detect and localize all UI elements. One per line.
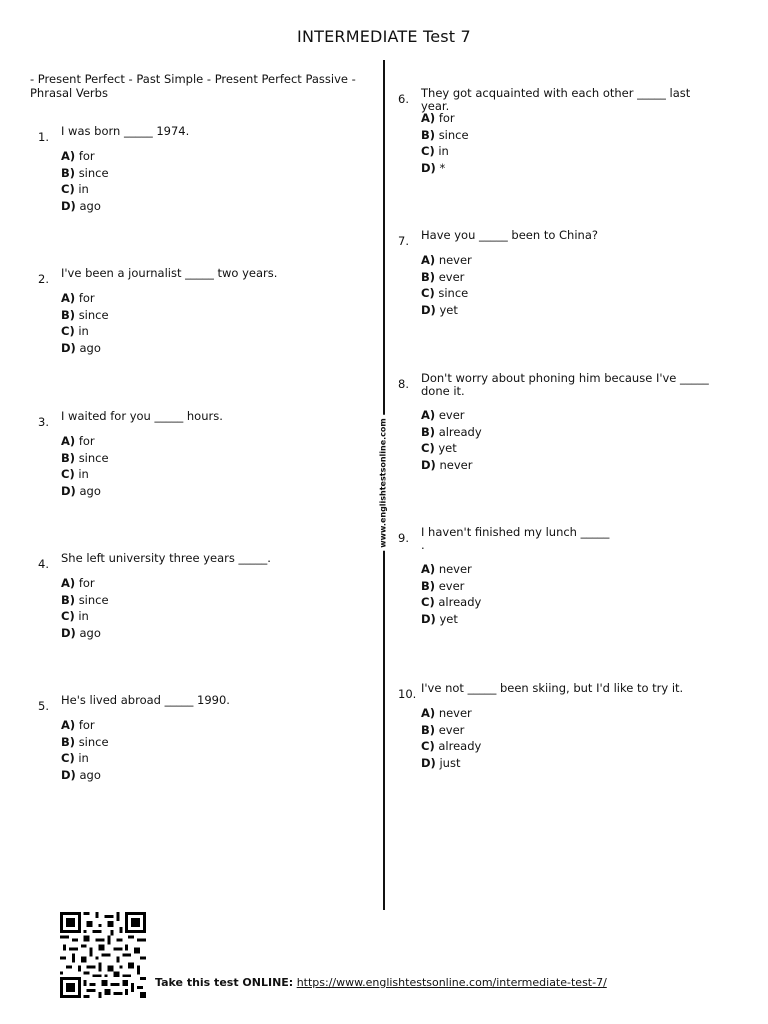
option-text: yet: [439, 302, 458, 317]
option-text: for: [78, 291, 95, 305]
test-topics: - Present Perfect - Past Simple - Present Perfect Passive - Phrasal Verbs: [30, 72, 356, 100]
option-letter: A): [421, 706, 436, 720]
option-letter: C): [61, 182, 75, 196]
question-text: I've not _____ been skiing, but I'd like to try it.: [421, 681, 684, 695]
option-a[interactable]: [421, 561, 481, 578]
question-5: [38, 694, 368, 794]
options-list: [421, 110, 469, 176]
options-list: [61, 717, 109, 783]
question-number: 8.: [398, 377, 409, 391]
option-text: for: [438, 111, 455, 125]
option-text: since: [78, 307, 109, 322]
option-letter: B): [61, 592, 76, 607]
option-text: ago: [79, 767, 101, 782]
option-letter: B): [61, 734, 76, 749]
option-text: already: [438, 424, 482, 439]
option-text: never: [438, 253, 472, 267]
option-c[interactable]: [421, 440, 482, 457]
option-letter: C): [61, 467, 75, 481]
option-text: ago: [79, 340, 101, 355]
option-b[interactable]: [421, 722, 481, 739]
option-letter: D): [421, 302, 436, 317]
options-list: [61, 290, 109, 356]
option-text: ago: [79, 625, 101, 640]
question-number: 7.: [398, 234, 409, 248]
question-1: [38, 125, 368, 225]
question-text: I haven't finished my lunch _____: [421, 525, 610, 539]
option-d[interactable]: [421, 302, 472, 319]
option-b[interactable]: [421, 269, 472, 286]
question-number: 4.: [38, 557, 49, 571]
question-number: 6.: [398, 92, 409, 106]
option-d[interactable]: [61, 767, 109, 784]
question-7: [398, 229, 738, 329]
option-text: in: [78, 609, 89, 623]
option-d[interactable]: [421, 160, 469, 177]
option-text: never: [438, 706, 472, 720]
option-a[interactable]: [421, 407, 482, 424]
options-list: [421, 407, 482, 473]
option-letter: D): [421, 160, 436, 175]
option-text: yet: [438, 441, 457, 455]
option-text: for: [78, 576, 95, 590]
options-list: [421, 705, 481, 771]
question-10: [398, 682, 738, 782]
question-text: She left university three years _____.: [61, 551, 271, 565]
question-number: 2.: [38, 272, 49, 286]
option-text: yet: [439, 611, 458, 626]
question-text: I was born _____ 1974.: [61, 124, 190, 138]
option-letter: A): [61, 718, 76, 732]
question-number: 3.: [38, 415, 49, 429]
online-test-link[interactable]: https://www.englishtestsonline.com/intermediate-test-7/: [296, 976, 607, 989]
question-2: [38, 267, 368, 367]
option-text: since: [78, 165, 109, 180]
option-c[interactable]: [61, 323, 109, 340]
option-c[interactable]: [421, 594, 481, 611]
option-text: already: [438, 739, 482, 753]
option-letter: B): [61, 165, 76, 180]
option-letter: D): [421, 457, 436, 472]
option-letter: B): [421, 722, 436, 737]
option-text: ever: [438, 722, 465, 737]
option-letter: A): [61, 291, 76, 305]
option-letter: B): [421, 269, 436, 284]
option-letter: D): [61, 483, 76, 498]
option-letter: C): [61, 324, 75, 338]
option-letter: C): [421, 144, 435, 158]
option-text: for: [78, 718, 95, 732]
options-list: [421, 252, 472, 318]
option-letter: B): [421, 424, 436, 439]
online-test-footer: [155, 976, 607, 989]
option-letter: C): [421, 595, 435, 609]
option-text: ever: [438, 269, 465, 284]
option-text: already: [438, 595, 482, 609]
option-text: for: [78, 434, 95, 448]
watermark: www.englishtestsonline.com: [379, 415, 388, 551]
option-letter: B): [421, 127, 436, 142]
options-list: [61, 575, 109, 641]
option-text: for: [78, 149, 95, 163]
options-list: [61, 433, 109, 499]
option-letter: A): [421, 111, 436, 125]
option-text: in: [78, 182, 89, 196]
option-b[interactable]: [421, 127, 469, 144]
option-a[interactable]: [61, 290, 109, 307]
option-letter: A): [61, 149, 76, 163]
option-text: ever: [438, 408, 465, 422]
option-letter: C): [421, 286, 435, 300]
option-c[interactable]: [61, 466, 109, 483]
option-b[interactable]: [61, 450, 109, 467]
option-a[interactable]: [61, 148, 109, 165]
option-text: ever: [438, 578, 465, 593]
option-text: *: [439, 160, 446, 175]
option-text: since: [78, 592, 109, 607]
option-b[interactable]: [61, 592, 109, 609]
question-4: [38, 552, 368, 652]
question-number: 5.: [38, 699, 49, 713]
options-list: [421, 561, 481, 627]
question-6: [398, 87, 738, 187]
option-text: in: [78, 467, 89, 481]
option-text: in: [438, 144, 449, 158]
question-text: I've been a journalist _____ two years.: [61, 266, 278, 280]
question-continuation: .: [421, 538, 425, 552]
option-text: since: [438, 127, 469, 142]
question-number: 1.: [38, 130, 49, 144]
option-c[interactable]: [61, 608, 109, 625]
option-d[interactable]: [61, 198, 109, 215]
option-a[interactable]: [421, 252, 472, 269]
option-a[interactable]: [61, 433, 109, 450]
option-text: since: [438, 286, 469, 300]
option-letter: D): [61, 198, 76, 213]
option-c[interactable]: [61, 750, 109, 767]
option-text: just: [439, 755, 461, 770]
option-letter: C): [61, 751, 75, 765]
option-b[interactable]: [421, 424, 482, 441]
option-d[interactable]: [61, 625, 109, 642]
option-text: never: [439, 457, 473, 472]
option-letter: D): [61, 340, 76, 355]
question-8: [398, 372, 738, 482]
option-text: never: [438, 562, 472, 576]
option-letter: D): [61, 625, 76, 640]
option-letter: B): [61, 307, 76, 322]
option-letter: C): [421, 739, 435, 753]
question-number: 9.: [398, 531, 409, 545]
option-c[interactable]: [61, 181, 109, 198]
option-letter: C): [61, 609, 75, 623]
option-a[interactable]: [61, 575, 109, 592]
online-test-label: Take this test ONLINE:: [155, 976, 294, 989]
option-d[interactable]: [61, 340, 109, 357]
option-letter: A): [61, 434, 76, 448]
question-text: I waited for you _____ hours.: [61, 409, 223, 423]
option-a[interactable]: [61, 717, 109, 734]
option-d[interactable]: [421, 457, 482, 474]
question-9: [398, 526, 738, 636]
option-letter: B): [421, 578, 436, 593]
option-d[interactable]: [421, 755, 481, 772]
question-3: [38, 410, 368, 510]
option-text: since: [78, 450, 109, 465]
option-text: ago: [79, 198, 101, 213]
option-letter: D): [421, 755, 436, 770]
option-letter: A): [421, 408, 436, 422]
option-letter: D): [421, 611, 436, 626]
question-text: Have you _____ been to China?: [421, 228, 598, 242]
question-text: They got acquainted with each other _____ last year.: [421, 86, 691, 113]
qr-code-icon[interactable]: [58, 912, 148, 998]
option-letter: D): [61, 767, 76, 782]
option-letter: C): [421, 441, 435, 455]
option-c[interactable]: [421, 738, 481, 755]
option-letter: A): [61, 576, 76, 590]
option-text: since: [78, 734, 109, 749]
option-letter: A): [421, 562, 436, 576]
option-a[interactable]: [421, 705, 481, 722]
option-d[interactable]: [421, 611, 481, 628]
option-b[interactable]: [61, 165, 109, 182]
option-c[interactable]: [421, 285, 472, 302]
question-text: He's lived abroad _____ 1990.: [61, 693, 230, 707]
options-list: [61, 148, 109, 214]
option-text: in: [78, 324, 89, 338]
question-number: 10.: [398, 687, 417, 701]
option-letter: A): [421, 253, 436, 267]
page-title: INTERMEDIATE Test 7: [297, 27, 471, 46]
option-c[interactable]: [421, 143, 469, 160]
option-b[interactable]: [421, 578, 481, 595]
option-a[interactable]: [421, 110, 469, 127]
option-text: in: [78, 751, 89, 765]
option-b[interactable]: [61, 734, 109, 751]
option-b[interactable]: [61, 307, 109, 324]
option-letter: B): [61, 450, 76, 465]
option-d[interactable]: [61, 483, 109, 500]
question-text: Don't worry about phoning him because I've _____ done it.: [421, 371, 709, 398]
option-text: ago: [79, 483, 101, 498]
